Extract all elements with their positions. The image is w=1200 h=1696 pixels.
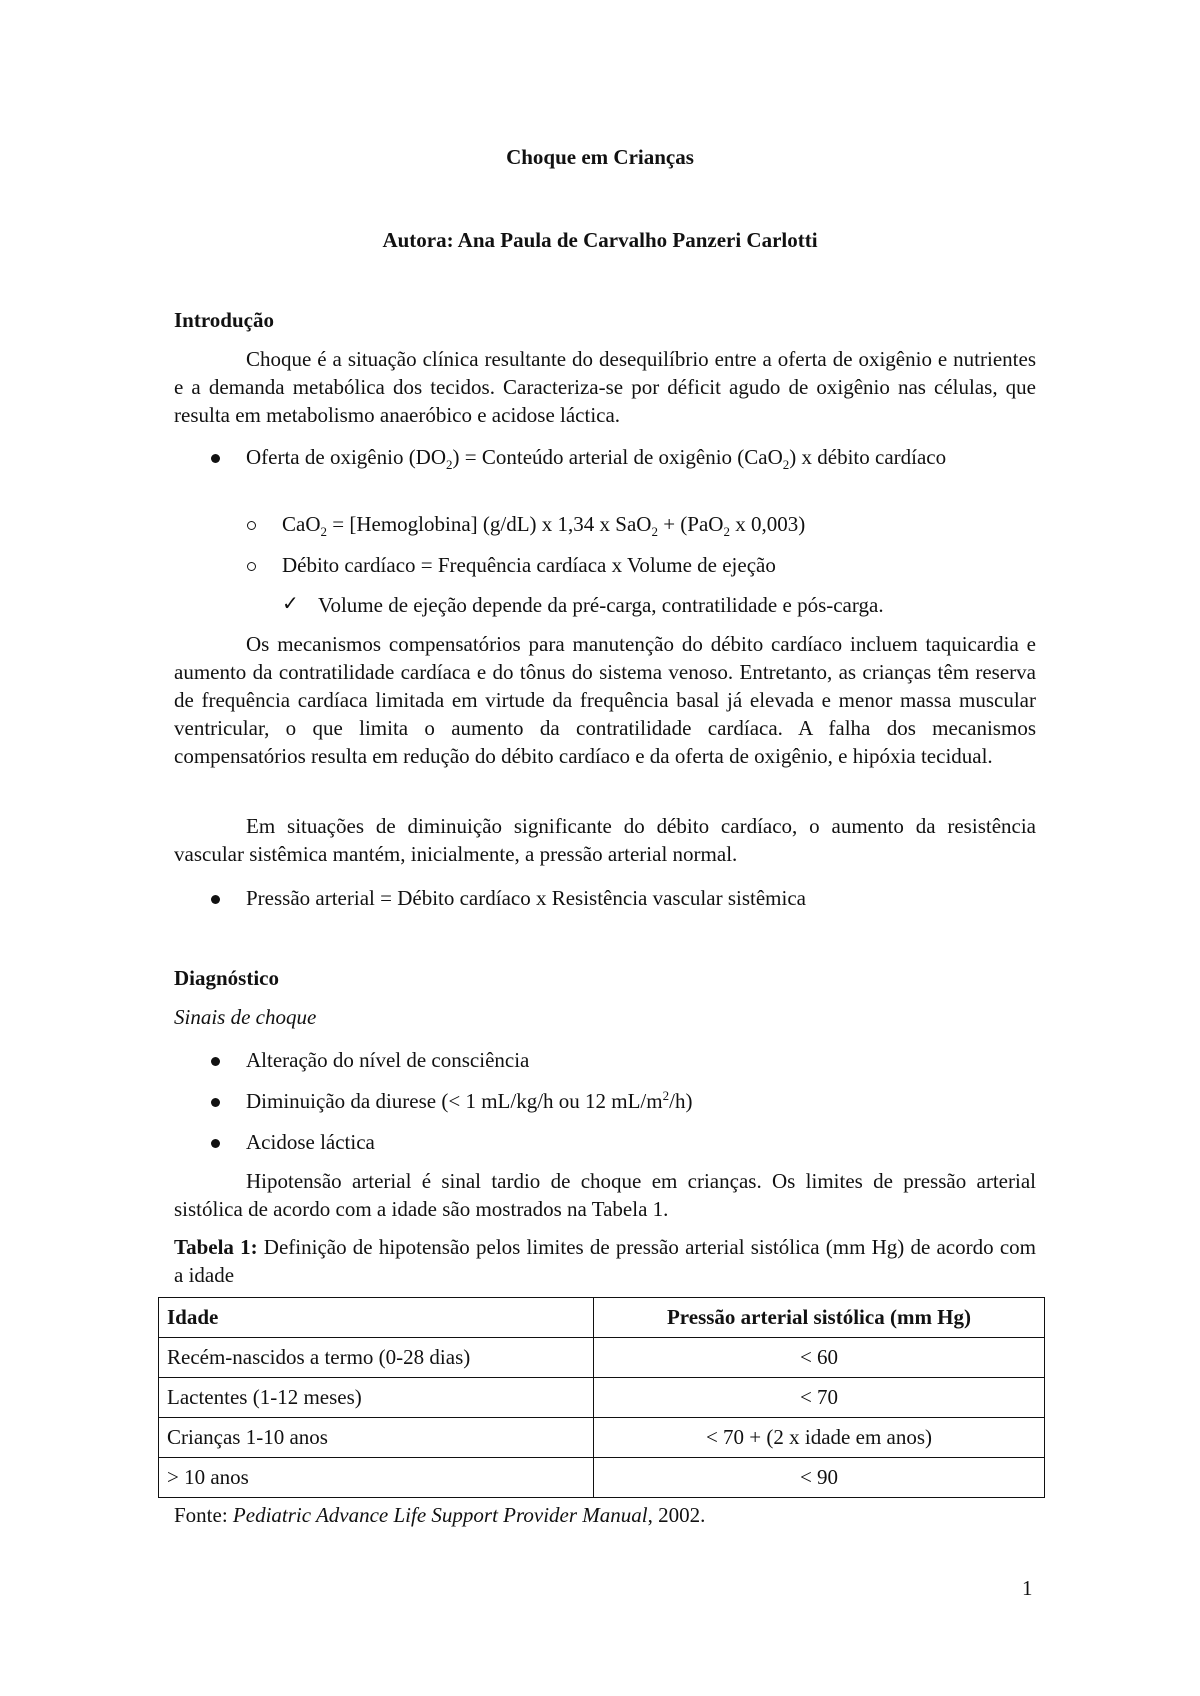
table-row [159, 1338, 1045, 1378]
bullet-icon [211, 454, 220, 463]
cell-pressure: < 70 [594, 1378, 1045, 1418]
bullet-item-oxygen-delivery: Oferta de oxigênio $(DO_2)$ = Conteúdo arterial de oxigênio (CaO$_2$) x débito cardíaco [246, 445, 947, 473]
table-source: Fonte: Pediatric Advance Life Support Provider Manual, 2002. [174, 1503, 706, 1527]
list-item: Alteração do nível de consciência [246, 1048, 530, 1072]
column-header-pressao: Pressão arterial sistólica (mm Hg) [594, 1298, 1045, 1338]
bullet-icon [211, 895, 220, 904]
intro-paragraph-2: Os mecanismos compensatórios para manutenção do débito cardíaco incluem taquicardia e aumento da contratilidade cardíaca e do tônus do sistema venoso. Entretanto, as crianças têm reserva de frequência cardíaca limitada em virtude da frequência basal já elevada e menor massa muscular ventricular, o que limita o aumento da contratilidade cardíaca. A falha dos mecanismos compensatórios resulta em redução do débito cardíaco e da oferta de oxigênio, e hipóxia tecidual. [174, 632, 1036, 768]
subheading-sinais-de-choque: Sinais de choque [174, 1005, 317, 1029]
bullet-icon [211, 1139, 220, 1148]
cell-pressure: < 70 + (2 x idade em anos) [594, 1418, 1045, 1458]
circle-bullet-icon [247, 562, 256, 571]
cell-age: > 10 anos [159, 1458, 594, 1498]
table-header-row [159, 1298, 1045, 1338]
table-row [159, 1418, 1045, 1458]
author-line: Autora: Ana Paula de Carvalho Panzeri Carlotti [382, 228, 818, 252]
intro-paragraph-1: Choque é a situação clínica resultante do desequilíbrio entre a oferta de oxigênio e nutrientes e a demanda metabólica dos tecidos. Caracteriza-se por déficit agudo de oxigênio nas células, que resulta em metabolismo anaeróbico e acidose láctica. [174, 347, 1036, 427]
sub-item-cardiac-output: Débito cardíaco = Frequência cardíaca x Volume de ejeção [282, 553, 776, 577]
checkmark-icon: ✓ [282, 591, 299, 615]
table-row [159, 1378, 1045, 1418]
cell-age: Recém-nascidos a termo (0-28 dias) [159, 1338, 594, 1378]
page-number: 1 [1022, 1576, 1033, 1600]
bullet-icon [211, 1057, 220, 1066]
table-row [159, 1458, 1045, 1498]
sub-item-cao2-formula: CaO$_2$ = [Hemoglobina] (g/dL) x 1,34 x SaO$_2$ + (PaO$_2$ x 0,003) [282, 512, 806, 540]
table-caption: Tabela 1: Definição de hipotensão pelos limites de pressão arterial sistólica (mm Hg) de acordo com a idade [174, 1235, 1036, 1287]
list-item: Acidose láctica [246, 1130, 375, 1154]
cell-age: Crianças 1-10 anos [159, 1418, 594, 1458]
bullet-icon [211, 1098, 220, 1107]
column-header-idade: Idade [159, 1298, 594, 1338]
section-heading-introducao: Introdução [174, 308, 274, 332]
circle-bullet-icon [247, 521, 256, 530]
list-item: Diminuição da diurese (< 1 mL/kg/h ou 12 $mL/m^2/h$) [246, 1088, 693, 1113]
cell-age: Lactentes (1-12 meses) [159, 1378, 594, 1418]
section-heading-diagnostico: Diagnóstico [174, 966, 279, 990]
intro-paragraph-3: Em situações de diminuição significante do débito cardíaco, o aumento da resistência vascular sistêmica mantém, inicialmente, a pressão arterial normal. [174, 814, 1036, 866]
document-title: Choque em Crianças [506, 145, 694, 169]
hypotension-table [158, 1297, 1045, 1498]
cell-pressure: < 60 [594, 1338, 1045, 1378]
diag-paragraph: Hipotensão arterial é sinal tardio de choque em crianças. Os limites de pressão arterial sistólica de acordo com a idade são mostrados na Tabela 1. [174, 1169, 1036, 1221]
bullet-item-blood-pressure: Pressão arterial = Débito cardíaco x Resistência vascular sistêmica [246, 886, 806, 910]
check-item-stroke-volume: Volume de ejeção depende da pré-carga, contratilidade e pós-carga. [318, 593, 884, 617]
cell-pressure: < 90 [594, 1458, 1045, 1498]
